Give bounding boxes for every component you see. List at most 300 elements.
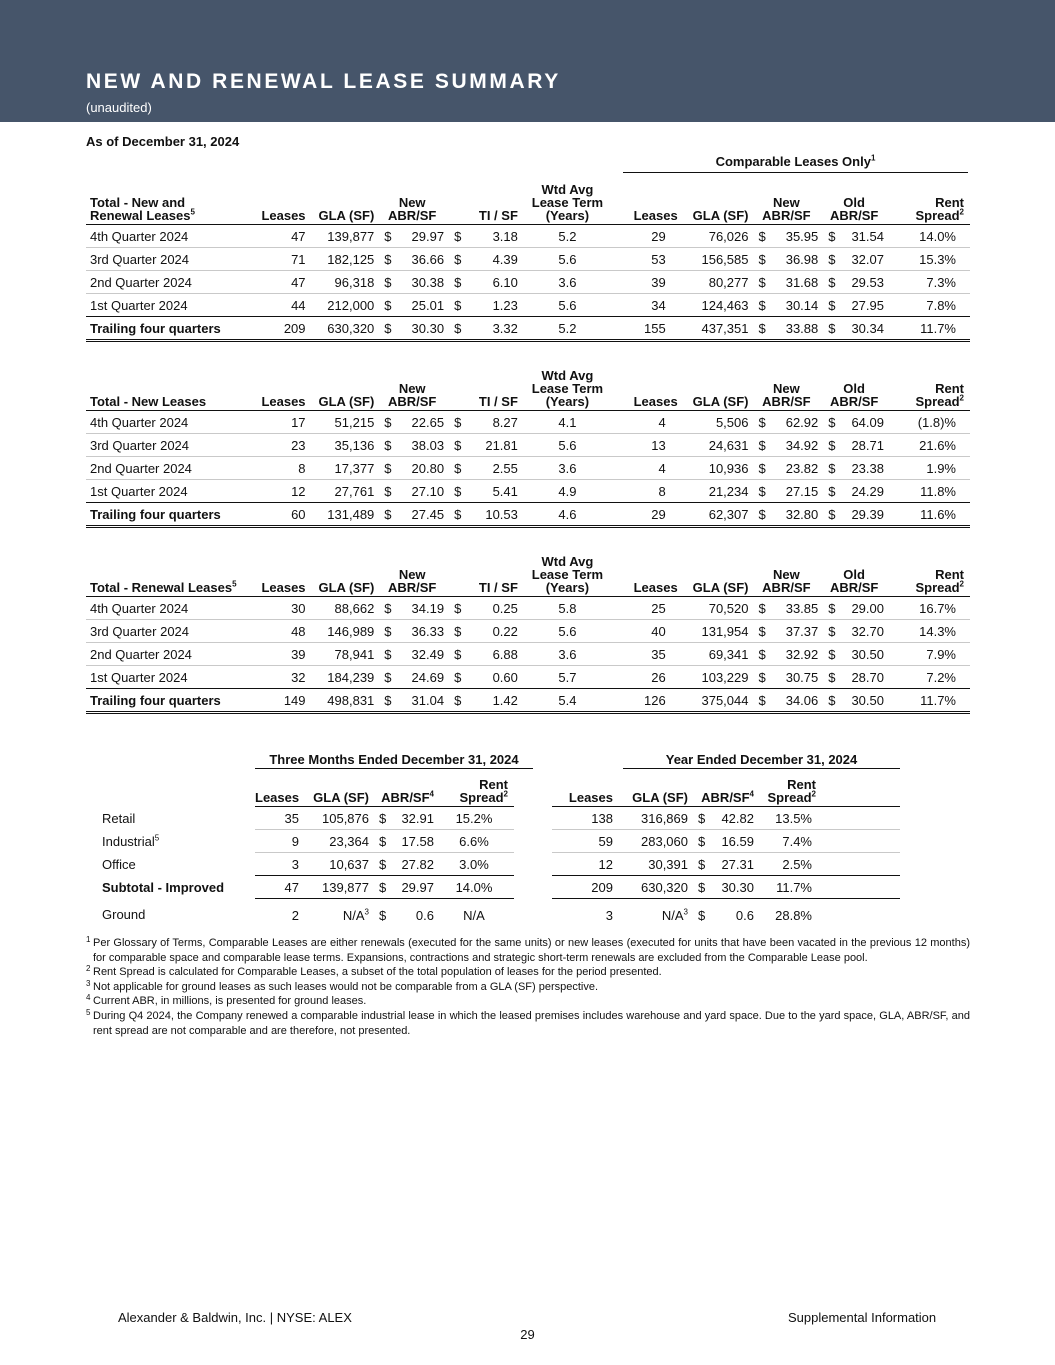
rent-spread-header: Rent Spread$^2$ (890, 544, 970, 597)
total-row (86, 317, 970, 341)
dollar-sign: $ (375, 876, 390, 899)
new-abr-cell: 38.03 (395, 434, 450, 457)
lease-term-cell: 5.6 (524, 294, 617, 317)
dollar-sign: $ (754, 597, 769, 620)
leases-cell: 23 (256, 434, 312, 457)
ti-cell: 2.55 (465, 457, 524, 480)
new-abr-cell: 30.38 (395, 271, 450, 294)
dollar-sign: $ (754, 225, 769, 248)
dollar-sign: $ (754, 434, 769, 457)
lease-term-cell: 5.4 (524, 689, 617, 713)
property-type-label: Retail (102, 810, 136, 826)
comp-leases-cell: 26 (617, 666, 684, 689)
dollar-sign: $ (824, 597, 839, 620)
dollar-sign: $ (380, 225, 395, 248)
rent-spread-cell: 14.0% (890, 225, 970, 248)
page-number: 29 (520, 1327, 535, 1342)
row-label: Trailing four quarters (86, 689, 256, 713)
comp-old-abr-cell: 30.34 (839, 317, 890, 341)
summary-q-spread-header: Rent Spread$^2$ (440, 770, 514, 807)
gla-cell: 27,761 (312, 480, 381, 503)
comp-leases-cell: 39 (617, 271, 684, 294)
dollar-sign: $ (824, 248, 839, 271)
comp-new-abr-cell: 31.68 (770, 271, 825, 294)
dollar-sign: $ (450, 225, 465, 248)
comp-new-abr-cell: 37.37 (770, 620, 825, 643)
summary-row (86, 830, 900, 853)
ti-cell: 0.25 (465, 597, 524, 620)
comp-gla-header: GLA (SF) (684, 544, 755, 597)
dollar-sign: $ (754, 620, 769, 643)
dollar-sign: $ (450, 620, 465, 643)
lease-table-header-row (86, 544, 970, 597)
dollar-sign: $ (694, 830, 709, 853)
rent-spread-cell: 7.2% (890, 666, 970, 689)
comp-old-abr-header: Old ABR/SF (824, 358, 890, 411)
lease-term-header: Wtd Avg Lease Term (Years) (524, 358, 617, 411)
lease-term-cell: 4.1 (524, 411, 617, 434)
comp-leases-cell: 53 (617, 248, 684, 271)
comp-new-abr-header: New ABR/SF (754, 172, 824, 225)
comp-gla-cell: 375,044 (684, 689, 755, 713)
dollar-sign: $ (694, 853, 709, 876)
comp-leases-cell: 4 (617, 457, 684, 480)
q-abr-cell: 29.97 (390, 876, 440, 899)
comp-gla-cell: 76,026 (684, 225, 755, 248)
dollar-sign: $ (694, 807, 709, 830)
page-title: NEW AND RENEWAL LEASE SUMMARY (86, 70, 561, 93)
comp-leases-cell: 25 (617, 597, 684, 620)
dollar-sign: $ (380, 643, 395, 666)
rent-spread-cell: 14.3% (890, 620, 970, 643)
comp-gla-cell: 62,307 (684, 503, 755, 527)
comp-new-abr-cell: 36.98 (770, 248, 825, 271)
gla-cell: 212,000 (312, 294, 381, 317)
leases-cell: 209 (256, 317, 312, 341)
y-gla-cell: 316,869 (619, 807, 694, 830)
comp-new-abr-cell: 62.92 (770, 411, 825, 434)
lease-term-cell: 5.6 (524, 620, 617, 643)
ti-cell: 0.22 (465, 620, 524, 643)
q-gla-cell: 105,876 (305, 807, 375, 830)
new-abr-cell: 20.80 (395, 457, 450, 480)
table-row (86, 411, 970, 434)
new-abr-cell: 27.10 (395, 480, 450, 503)
dollar-sign: $ (754, 317, 769, 341)
summary-row (86, 807, 900, 830)
leases-cell: 30 (256, 597, 312, 620)
summary-header-row (86, 770, 900, 807)
dollar-sign: $ (450, 317, 465, 341)
ti-cell: 5.41 (465, 480, 524, 503)
comp-old-abr-cell: 29.53 (839, 271, 890, 294)
table-row (86, 597, 970, 620)
summary-row (86, 853, 900, 876)
row-label: Trailing four quarters (86, 317, 256, 341)
comp-gla-cell: 5,506 (684, 411, 755, 434)
comp-new-abr-cell: 27.15 (770, 480, 825, 503)
comp-gla-cell: 124,463 (684, 294, 755, 317)
gla-cell: 182,125 (312, 248, 381, 271)
new-abr-cell: 24.69 (395, 666, 450, 689)
lease-term-header: Wtd Avg Lease Term (Years) (524, 544, 617, 597)
gla-cell: 51,215 (312, 411, 381, 434)
table-label-header: Total - New and Renewal Leases$^5$ (86, 172, 256, 225)
comp-old-abr-cell: 23.38 (839, 457, 890, 480)
q-abr-cell: 32.91 (390, 807, 440, 830)
row-label: 1st Quarter 2024 (86, 480, 256, 503)
ti-cell: 8.27 (465, 411, 524, 434)
y-abr-cell: 27.31 (709, 853, 760, 876)
dollar-sign: $ (824, 434, 839, 457)
y-abr-cell: 16.59 (709, 830, 760, 853)
leases-header: Leases (256, 172, 312, 225)
dollar-sign: $ (380, 317, 395, 341)
dollar-sign: $ (450, 666, 465, 689)
ti-header: TI / SF (450, 358, 524, 411)
ti-cell: 3.32 (465, 317, 524, 341)
q-gla-cell: $N/A^3$ (342, 907, 369, 923)
q-leases-cell: 9 (255, 830, 305, 853)
comp-old-abr-cell: 28.71 (839, 434, 890, 457)
q-leases-cell: 2 (291, 907, 299, 923)
comp-new-abr-cell: 32.92 (770, 643, 825, 666)
lease-term-cell: 5.6 (524, 434, 617, 457)
dollar-sign: $ (824, 294, 839, 317)
footer-company: Alexander & Baldwin, Inc. | NYSE: ALEX (118, 1310, 352, 1325)
dollar-sign: $ (754, 457, 769, 480)
comp-old-abr-cell: 31.54 (839, 225, 890, 248)
leases-cell: 39 (256, 643, 312, 666)
comp-gla-cell: 70,520 (684, 597, 755, 620)
summary-row (86, 876, 900, 899)
q-gla-cell: 10,637 (305, 853, 375, 876)
new-abr-cell: 34.19 (395, 597, 450, 620)
y-leases-cell: 59 (552, 830, 619, 853)
footnote-3: 3 Not applicable for ground leases as such leases would not be comparable from a GLA (SF) perspective. (86, 978, 599, 993)
dollar-sign: $ (450, 480, 465, 503)
leases-cell: 47 (256, 225, 312, 248)
dollar-sign: $ (380, 597, 395, 620)
dollar-sign: $ (824, 503, 839, 527)
gla-cell: 498,831 (312, 689, 381, 713)
rent-spread-cell: 11.8% (890, 480, 970, 503)
dollar-sign: $ (379, 907, 387, 923)
lease-term-cell: 5.7 (524, 666, 617, 689)
comp-new-abr-cell: 35.95 (770, 225, 825, 248)
footnotes (86, 936, 970, 1038)
comp-new-abr-cell: 32.80 (770, 503, 825, 527)
dollar-sign: $ (754, 411, 769, 434)
footnote-1: 1 Per Glossary of Terms, Comparable Leases are either renewals (executed for the same units) or new leases (executed for units that have been vacated in the previous 12 months) for comparable space and comparable lease terms. Expansions, contractions and strategic short-term renewals are excluded from the Comparable Lease pool. (86, 935, 970, 964)
y-spread-cell: 28.8% (775, 907, 812, 923)
comp-leases-cell: 34 (617, 294, 684, 317)
leases-cell: 8 (256, 457, 312, 480)
new-abr-cell: 36.33 (395, 620, 450, 643)
comp-gla-cell: 69,341 (684, 643, 755, 666)
ti-header: TI / SF (450, 544, 524, 597)
comp-old-abr-cell: 30.50 (839, 689, 890, 713)
comp-gla-header: GLA (SF) (684, 358, 755, 411)
dollar-sign: $ (380, 503, 395, 527)
lease-term-cell: 3.6 (524, 643, 617, 666)
new-abr-cell: 22.65 (395, 411, 450, 434)
leases-cell: 17 (256, 411, 312, 434)
property-type-summary-table (86, 770, 900, 931)
row-label: 2nd Quarter 2024 (86, 271, 256, 294)
y-gla-cell: 283,060 (619, 830, 694, 853)
property-type-label: Ground (102, 907, 146, 923)
new-abr-cell: 36.66 (395, 248, 450, 271)
comp-leases-cell: 29 (617, 225, 684, 248)
rent-spread-cell: 7.3% (890, 271, 970, 294)
footer-supplemental: Supplemental Information (788, 1310, 937, 1325)
rent-spread-cell: 21.6% (890, 434, 970, 457)
q-gla-cell: 139,877 (305, 876, 375, 899)
dollar-sign: $ (450, 457, 465, 480)
comp-old-abr-cell: 24.29 (839, 480, 890, 503)
comp-leases-cell: 155 (617, 317, 684, 341)
dollar-sign: $ (824, 225, 839, 248)
y-abr-cell: 42.82 (709, 807, 760, 830)
gla-header: GLA (SF) (312, 544, 381, 597)
gla-cell: 139,877 (312, 225, 381, 248)
rent-spread-cell: 11.6% (890, 503, 970, 527)
header-banner (0, 0, 1055, 122)
y-leases-cell: 3 (605, 907, 613, 923)
comp-old-abr-header: Old ABR/SF (824, 544, 890, 597)
lease-table-header-row (86, 358, 970, 411)
comp-old-abr-cell: 29.00 (839, 597, 890, 620)
dollar-sign: $ (380, 480, 395, 503)
comp-leases-header: Leases (617, 544, 684, 597)
dollar-sign: $ (824, 666, 839, 689)
dollar-sign: $ (380, 271, 395, 294)
lease-table-2 (86, 358, 970, 528)
comp-new-abr-cell: 30.14 (770, 294, 825, 317)
comp-new-abr-cell: 33.85 (770, 597, 825, 620)
year-heading: Year Ended December 31, 2024 (623, 752, 900, 769)
row-label: 2nd Quarter 2024 (86, 457, 256, 480)
y-gla-cell: 30,391 (619, 853, 694, 876)
lease-term-cell: 3.6 (524, 457, 617, 480)
comp-old-abr-cell: 32.07 (839, 248, 890, 271)
summary-q-abr-header: ABR/$SF^4$ (375, 770, 440, 807)
ti-cell: 6.10 (465, 271, 524, 294)
row-label: 4th Quarter 2024 (86, 411, 256, 434)
q-abr-cell: 0.6 (415, 907, 434, 923)
comp-gla-header: GLA (SF) (684, 172, 755, 225)
dollar-sign: $ (450, 434, 465, 457)
gla-cell: 184,239 (312, 666, 381, 689)
comp-new-abr-cell: 34.06 (770, 689, 825, 713)
three-months-heading: Three Months Ended December 31, 2024 (255, 752, 533, 769)
new-abr-cell: 32.49 (395, 643, 450, 666)
table-row (86, 666, 970, 689)
new-abr-header: New ABR/SF (380, 172, 450, 225)
table-row (86, 480, 970, 503)
leases-header: Leases (256, 544, 312, 597)
row-label: 1st Quarter 2024 (86, 666, 256, 689)
lease-term-cell: 5.2 (524, 225, 617, 248)
q-spread-cell: 6.6% (440, 830, 514, 853)
comp-gla-cell: 24,631 (684, 434, 755, 457)
lease-term-header: Wtd Avg Lease Term (Years) (524, 172, 617, 225)
summary-q-leases-header: Leases (255, 770, 305, 807)
rent-spread-cell: 11.7% (890, 317, 970, 341)
table-row (86, 225, 970, 248)
comp-new-abr-cell: 34.92 (770, 434, 825, 457)
lease-table-1 (86, 172, 970, 342)
dollar-sign: $ (754, 271, 769, 294)
rent-spread-cell: 7.8% (890, 294, 970, 317)
y-spread-cell: 13.5% (760, 807, 900, 830)
gla-cell: 88,662 (312, 597, 381, 620)
rent-spread-cell: 1.9% (890, 457, 970, 480)
comp-new-abr-cell: 23.82 (770, 457, 825, 480)
dollar-sign: $ (694, 876, 709, 899)
gla-cell: 630,320 (312, 317, 381, 341)
comp-new-abr-header: New ABR/SF (754, 358, 824, 411)
lease-term-cell: 4.9 (524, 480, 617, 503)
new-abr-cell: 27.45 (395, 503, 450, 527)
dollar-sign: $ (380, 294, 395, 317)
y-gla-cell: 630,320 (619, 876, 694, 899)
row-label: 4th Quarter 2024 (86, 597, 256, 620)
leases-cell: 71 (256, 248, 312, 271)
dollar-sign: $ (450, 689, 465, 713)
new-abr-cell: 25.01 (395, 294, 450, 317)
y-leases-cell: 12 (552, 853, 619, 876)
dollar-sign: $ (380, 434, 395, 457)
property-type-label: Industrial$^5$ (102, 833, 160, 849)
comp-old-abr-cell: 30.50 (839, 643, 890, 666)
comp-gla-cell: 131,954 (684, 620, 755, 643)
dollar-sign: $ (754, 666, 769, 689)
comparable-leases-heading: Comparable Leases Only$^1$ (623, 154, 968, 173)
q-spread-cell: N/A (463, 907, 485, 923)
total-row (86, 689, 970, 713)
summary-row (86, 899, 900, 932)
comp-gla-cell: 21,234 (684, 480, 755, 503)
comp-leases-cell: 4 (617, 411, 684, 434)
comp-old-abr-cell: 27.95 (839, 294, 890, 317)
footnote-5: 5 During Q4 2024, the Company renewed a comparable industrial lease in which the leased premises includes warehouse and yard space. Due to the yard space, GLA, ABR/SF, and rent spread are not comparable and are therefore, not presented. (86, 1007, 970, 1037)
gla-header: GLA (SF) (312, 358, 381, 411)
leases-header: Leases (256, 358, 312, 411)
y-gla-cell: $N/A^3$ (661, 907, 688, 923)
q-leases-cell: 47 (255, 876, 305, 899)
comp-old-abr-cell: 28.70 (839, 666, 890, 689)
comp-leases-cell: 126 (617, 689, 684, 713)
dollar-sign: $ (380, 248, 395, 271)
summary-y-leases-header: Leases (552, 770, 619, 807)
dollar-sign: $ (824, 620, 839, 643)
lease-table-3 (86, 544, 970, 714)
dollar-sign: $ (450, 271, 465, 294)
y-leases-cell: 209 (552, 876, 619, 899)
comp-gla-cell: 103,229 (684, 666, 755, 689)
ti-cell: 1.23 (465, 294, 524, 317)
dollar-sign: $ (698, 907, 706, 923)
dollar-sign: $ (824, 317, 839, 341)
total-row (86, 503, 970, 527)
table-row (86, 620, 970, 643)
footnote-4: 4 Current ABR, in millions, is presented for ground leases. (86, 993, 367, 1008)
lease-table-header-row (86, 172, 970, 225)
comp-old-abr-cell: 29.39 (839, 503, 890, 527)
summary-q-gla-header: GLA (SF) (305, 770, 375, 807)
row-label: 3rd Quarter 2024 (86, 248, 256, 271)
q-leases-cell: 3 (255, 853, 305, 876)
dollar-sign: $ (754, 248, 769, 271)
dollar-sign: $ (824, 480, 839, 503)
new-abr-header: New ABR/SF (380, 544, 450, 597)
table-row (86, 434, 970, 457)
lease-term-cell: 4.6 (524, 503, 617, 527)
leases-cell: 47 (256, 271, 312, 294)
gla-cell: 78,941 (312, 643, 381, 666)
dollar-sign: $ (380, 689, 395, 713)
q-abr-cell: 17.58 (390, 830, 440, 853)
comp-leases-cell: 13 (617, 434, 684, 457)
dollar-sign: $ (450, 643, 465, 666)
leases-cell: 12 (256, 480, 312, 503)
ti-cell: 10.53 (465, 503, 524, 527)
lease-term-cell: 5.6 (524, 248, 617, 271)
dollar-sign: $ (824, 271, 839, 294)
y-spread-cell: 2.5% (760, 853, 900, 876)
dollar-sign: $ (754, 643, 769, 666)
row-label: 3rd Quarter 2024 (86, 620, 256, 643)
y-spread-cell: 11.7% (760, 876, 900, 899)
dollar-sign: $ (450, 597, 465, 620)
dollar-sign: $ (380, 457, 395, 480)
lease-term-cell: 3.6 (524, 271, 617, 294)
new-abr-cell: 30.30 (395, 317, 450, 341)
new-abr-cell: 31.04 (395, 689, 450, 713)
as-of-date: As of December 31, 2024 (86, 134, 240, 149)
comp-leases-cell: 40 (617, 620, 684, 643)
dollar-sign: $ (450, 294, 465, 317)
rent-spread-header: Rent Spread$^2$ (890, 172, 970, 225)
gla-header: GLA (SF) (312, 172, 381, 225)
leases-cell: 32 (256, 666, 312, 689)
rent-spread-cell: 16.7% (890, 597, 970, 620)
leases-cell: 48 (256, 620, 312, 643)
lease-term-cell: 5.8 (524, 597, 617, 620)
row-label: 2nd Quarter 2024 (86, 643, 256, 666)
dollar-sign: $ (450, 248, 465, 271)
dollar-sign: $ (824, 411, 839, 434)
dollar-sign: $ (375, 853, 390, 876)
q-leases-cell: 35 (255, 807, 305, 830)
rent-spread-cell: 11.7% (890, 689, 970, 713)
gla-cell: 146,989 (312, 620, 381, 643)
row-label: 4th Quarter 2024 (86, 225, 256, 248)
dollar-sign: $ (380, 666, 395, 689)
dollar-sign: $ (375, 807, 390, 830)
comp-gla-cell: 80,277 (684, 271, 755, 294)
dollar-sign: $ (754, 294, 769, 317)
row-label: 1st Quarter 2024 (86, 294, 256, 317)
table-row (86, 643, 970, 666)
ti-cell: 0.60 (465, 666, 524, 689)
dollar-sign: $ (824, 689, 839, 713)
y-leases-cell: 138 (552, 807, 619, 830)
new-abr-cell: 29.97 (395, 225, 450, 248)
table-label-header: Total - Renewal Leases$^5$ (86, 544, 256, 597)
